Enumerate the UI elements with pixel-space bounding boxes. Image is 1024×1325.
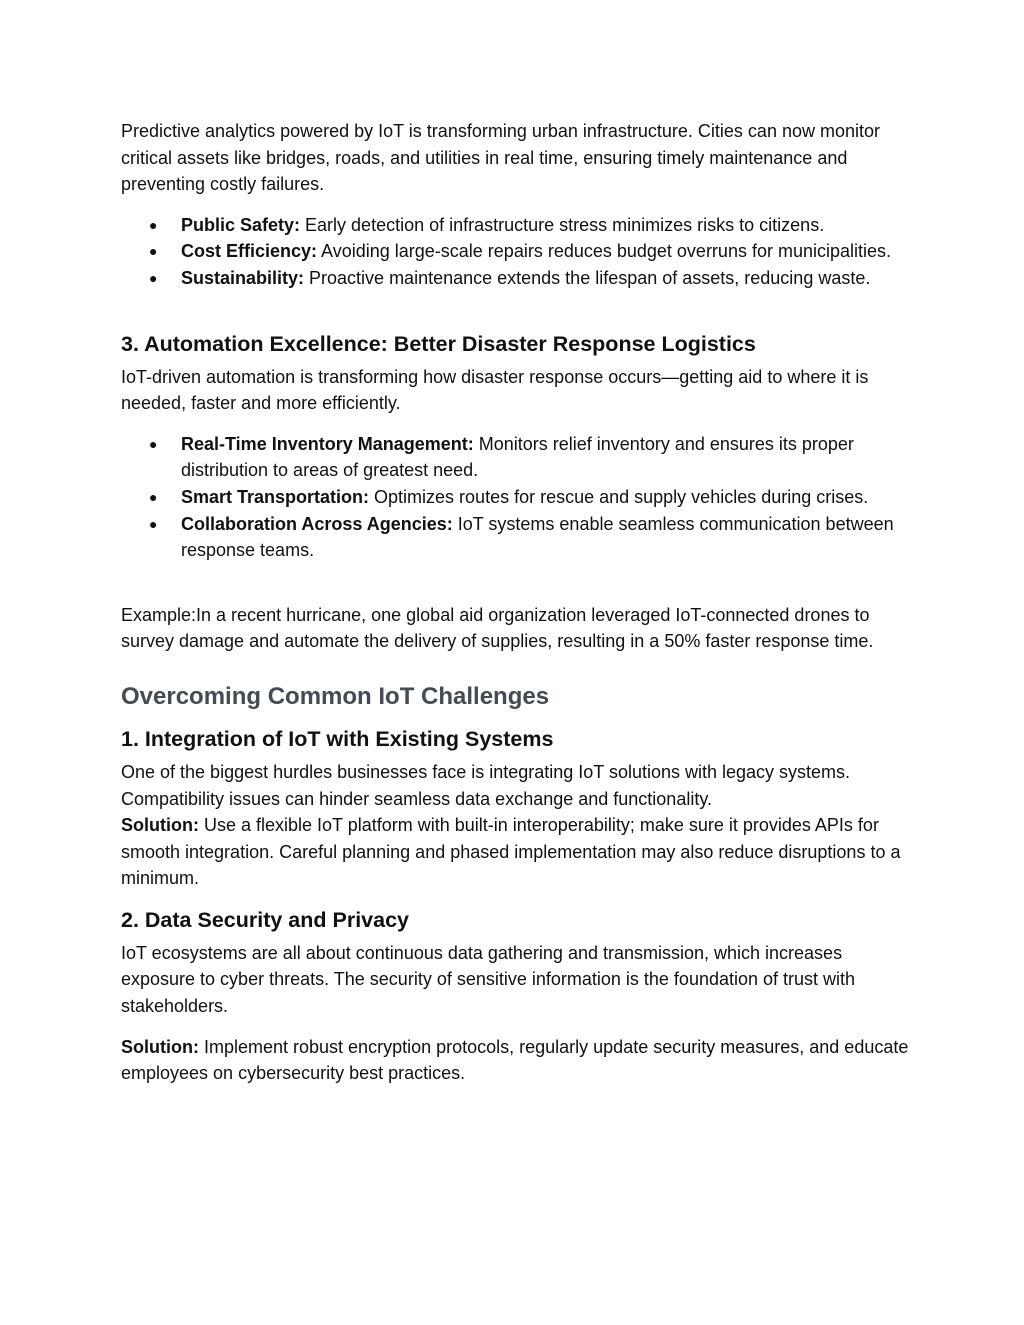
security-solution-text: Implement robust encryption protocols, regularly update security measures, and educate employees on cybersecurity best practices.: [121, 1036, 909, 1084]
security-heading: 2. Data Security and Privacy: [121, 907, 410, 932]
bullet-icon: ●: [149, 216, 158, 233]
list-item: [121, 431, 911, 484]
list-item-text: Proactive maintenance extends the lifespan of assets, reducing waste.: [304, 267, 871, 288]
list-item: [121, 265, 911, 292]
bullet-icon: ●: [149, 243, 158, 260]
list-item-text: IoT systems enable seamless communication between response teams.: [181, 513, 894, 561]
integration-solution-label: Solution:: [121, 815, 199, 836]
bullet-icon: ●: [149, 269, 158, 286]
infrastructure-benefits-list: [121, 212, 911, 292]
challenges-heading: Overcoming Common IoT Challenges: [121, 682, 550, 710]
integration-paragraph: [121, 759, 911, 892]
automation-benefits-list: [121, 431, 911, 564]
bullet-icon: ●: [149, 435, 158, 452]
list-item-text: Avoiding large-scale repairs reduces budget overruns for municipalities.: [317, 241, 892, 262]
example-paragraph: Example:In a recent hurricane, one global aid organization leveraged IoT-connected drones to survey damage and automate the delivery of supplies, resulting in a 50% faster response time.: [121, 604, 874, 652]
list-item-label: Collaboration Across Agencies:: [181, 513, 453, 534]
list-item: [121, 212, 911, 239]
list-item: [121, 484, 911, 511]
list-item: [121, 511, 911, 564]
security-solution-paragraph: [121, 1034, 911, 1087]
security-solution-label: Solution:: [121, 1036, 199, 1057]
list-item-label: Smart Transportation:: [181, 486, 370, 507]
list-item-text: Optimizes routes for rescue and supply vehicles during crises.: [369, 486, 869, 507]
list-item-label: Public Safety:: [181, 214, 301, 235]
integration-solution-text: Use a flexible IoT platform with built-in interoperability; make sure it provides APIs for smooth integration. Careful planning and phased implementation may also reduce disruptions to a minimum.: [121, 815, 901, 889]
list-item-label: Real-Time Inventory Management:: [181, 433, 474, 454]
automation-heading: 3. Automation Excellence: Better Disaster Response Logistics: [121, 331, 756, 356]
bullet-icon: ●: [149, 515, 158, 532]
list-item: [121, 238, 911, 265]
list-item-label: Cost Efficiency:: [181, 241, 318, 262]
intro-paragraph: Predictive analytics powered by IoT is transforming urban infrastructure. Cities can now monitor critical assets like bridges, roads, and utilities in real time, ensuring timely maintenance and preventing costly failures.: [121, 121, 880, 195]
list-item-label: Sustainability:: [181, 267, 305, 288]
automation-paragraph: IoT-driven automation is transforming how disaster response occurs—getting aid to where it is needed, faster and more efficiently.: [121, 366, 869, 414]
integration-text: One of the biggest hurdles businesses face is integrating IoT solutions with legacy systems. Compatibility issues can hinder seamless data exchange and functionality.: [121, 761, 851, 809]
bullet-icon: ●: [149, 488, 158, 505]
list-item-text: Early detection of infrastructure stress minimizes risks to citizens.: [300, 214, 825, 235]
security-paragraph: IoT ecosystems are all about continuous data gathering and transmission, which increases exposure to cyber threats. The security of sensitive information is the foundation of trust with stakeholders.: [121, 942, 856, 1017]
integration-heading: 1. Integration of IoT with Existing Systems: [121, 726, 554, 751]
list-item-text: Monitors relief inventory and ensures its proper distribution to areas of greatest need.: [181, 433, 854, 481]
document-page: [121, 118, 911, 1087]
